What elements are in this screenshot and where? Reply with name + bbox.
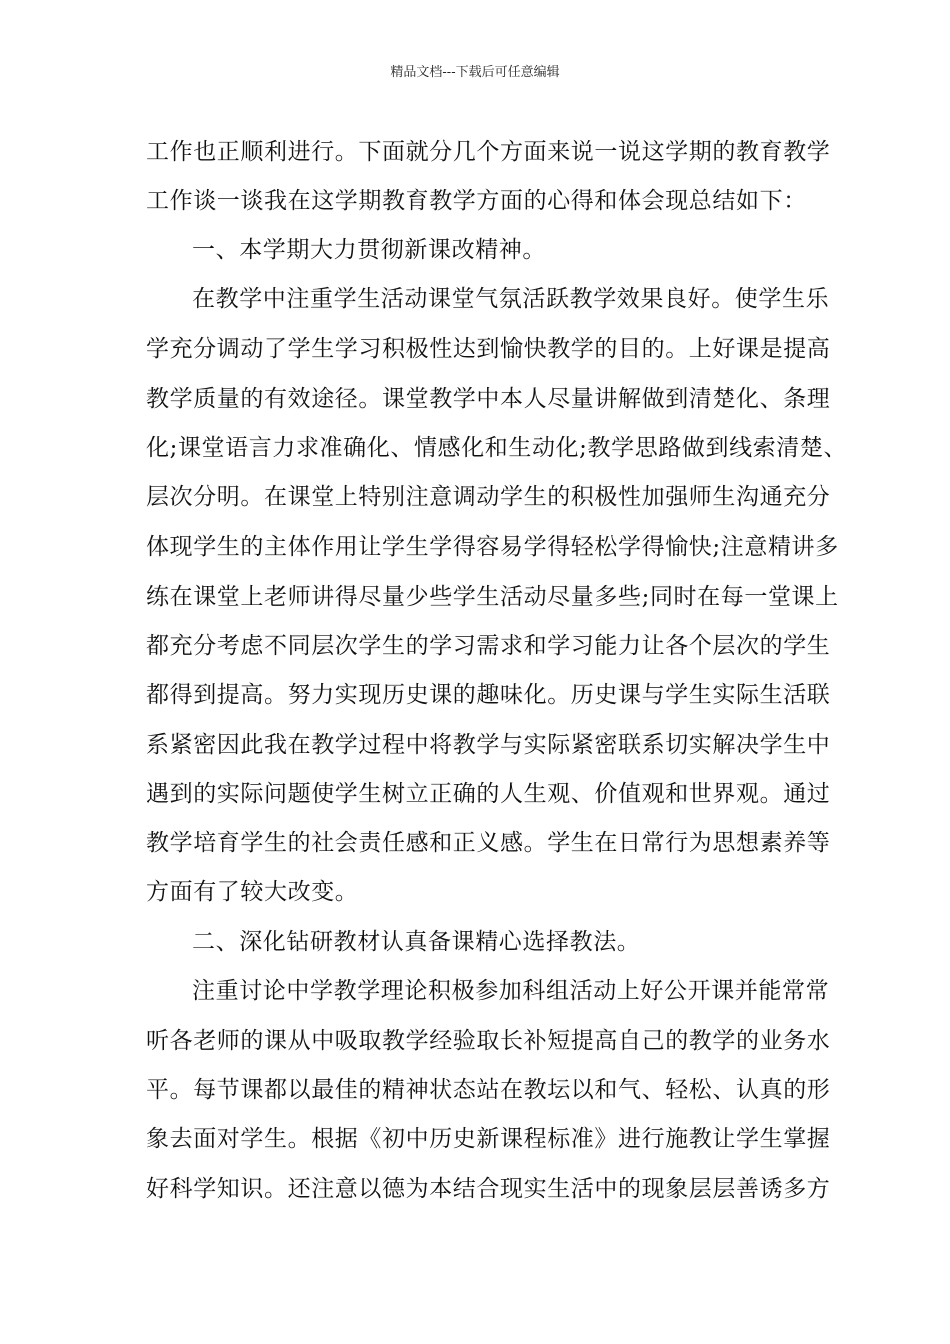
body-line: 教学培育学生的社会责任感和正义感。学生在日常行为思想素养等	[146, 830, 831, 856]
body-line: 注重讨论中学教学理论积极参加科组活动上好公开课并能常常	[192, 978, 830, 1004]
page-header: 精品文档---下载后可任意编辑	[390, 65, 560, 80]
body-line: 工作也正顺利进行。下面就分几个方面来说一说这学期的教育教学	[146, 139, 831, 165]
body-line: 在教学中注重学生活动课堂气氛活跃教学效果良好。使学生乐	[192, 286, 830, 312]
body-line: 学充分调动了学生学习积极性达到愉快教学的目的。上好课是提高	[146, 336, 831, 362]
body-line: 教学质量的有效途径。课堂教学中本人尽量讲解做到清楚化、条理	[146, 386, 831, 412]
body-line: 象去面对学生。根据《初中历史新课程标准》进行施教让学生掌握	[146, 1126, 831, 1152]
body-line: 平。每节课都以最佳的精神状态站在教坛以和气、轻松、认真的形	[146, 1077, 831, 1103]
section-heading: 二、深化钻研教材认真备课精心选择教法。	[192, 929, 641, 955]
body-line: 化;课堂语言力求准确化、情感化和生动化;教学思路做到线索清楚、	[146, 435, 848, 461]
body-line: 方面有了较大改变。	[146, 879, 359, 905]
body-line: 好科学知识。还注意以德为本结合现实生活中的现象层层善诱多方	[146, 1176, 831, 1202]
body-line: 体现学生的主体作用让学生学得容易学得轻松学得愉快;注意精讲多	[146, 534, 839, 560]
body-line: 练在课堂上老师讲得尽量少些学生活动尽量多些;同时在每一堂课上	[146, 584, 839, 610]
body-line: 系紧密因此我在教学过程中将教学与实际紧密联系切实解决学生中	[146, 732, 831, 758]
body-line: 都充分考虑不同层次学生的学习需求和学习能力让各个层次的学生	[146, 633, 831, 659]
body-line: 遇到的实际问题使学生树立正确的人生观、价值观和世界观。通过	[146, 781, 831, 807]
body-line: 层次分明。在课堂上特别注意调动学生的积极性加强师生沟通充分	[146, 484, 831, 510]
body-line: 工作谈一谈我在这学期教育教学方面的心得和体会现总结如下：	[146, 188, 807, 214]
section-heading: 一、本学期大力贯彻新课改精神。	[192, 237, 546, 263]
body-line: 听各老师的课从中吸取教学经验取长补短提高自己的教学的业务水	[146, 1028, 831, 1054]
body-line: 都得到提高。努力实现历史课的趣味化。历史课与学生实际生活联	[146, 682, 831, 708]
